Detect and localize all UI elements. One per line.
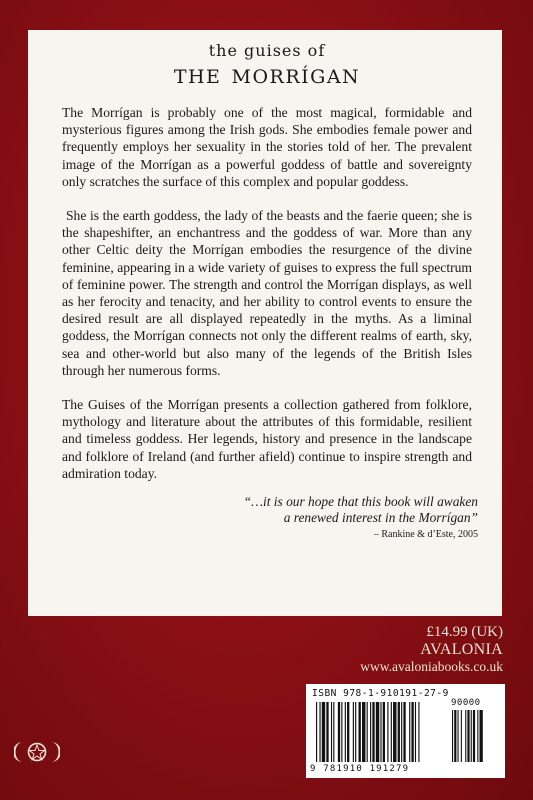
publisher-name: AVALONIA [420,641,503,658]
barcode-addon-digits: 90000 [451,698,481,708]
cover-title [62,42,472,90]
quote-line-2: a renewed interest in the Morrígan” [283,510,478,526]
quote-attribution: – Rankine & d’Este, 2005 [373,529,478,541]
triple-moon-icon [14,740,60,764]
blurb-paragraph-1: The Morrígan is probably one of the most magical, formidable and mysterious figures among the Irish gods. She embodies female power and frequently employs her sexuality in the stories told of her. The prevalent image of the Morrígan as a powerful goddess of battle and sovereignty only scratches the surface of this complex and popular goddess. [62,105,472,189]
publisher-website: www.avaloniabooks.co.uk [360,659,503,674]
publisher-info [360,624,503,675]
isbn-label: ISBN 978-1-910191-27-9 [312,688,449,699]
blurb-panel [28,30,502,616]
price-label: £14.99 (UK) [426,624,503,640]
title-line-1: the guises of [208,41,326,60]
blurb-paragraph-2: She is the earth goddess, the lady of the beasts and the faerie queen; she is the shapeshifter, an enchantress and the goddess of war. More than any other Celtic deity the Morrígan embodies the resurgence of the divine feminine, appearing in a wide variety of guises to express the full spectrum of feminine power. The strength and control the Morrígan displays, as well as her ferocity and tenacity, and her ability to control events to ensure the desired result are all displayed repeatedly in the myths. As a liminal goddess, the Morrígan connects not only the different realms of earth, sky, sea and other-world but also many of the legends of the British Isles through her numerous forms. [62,208,472,378]
title-line-2: the morrígan [173,59,361,90]
quote-line-1: “…it is our hope that this book will awaken [243,494,478,510]
ean-digits: 9 781910 191279 [310,764,410,774]
blurb-paragraph-3: The Guises of the Morrígan presents a collection gathered from folklore, mythology and literature about the attributes of this formidable, resilient and timeless goddess. Her legends, history and presence in the landscape and folklore of Ireland (and further afield) continue to inspire strength and admiration today. [62,397,472,481]
quote-block [62,494,478,542]
barcode [306,684,505,778]
